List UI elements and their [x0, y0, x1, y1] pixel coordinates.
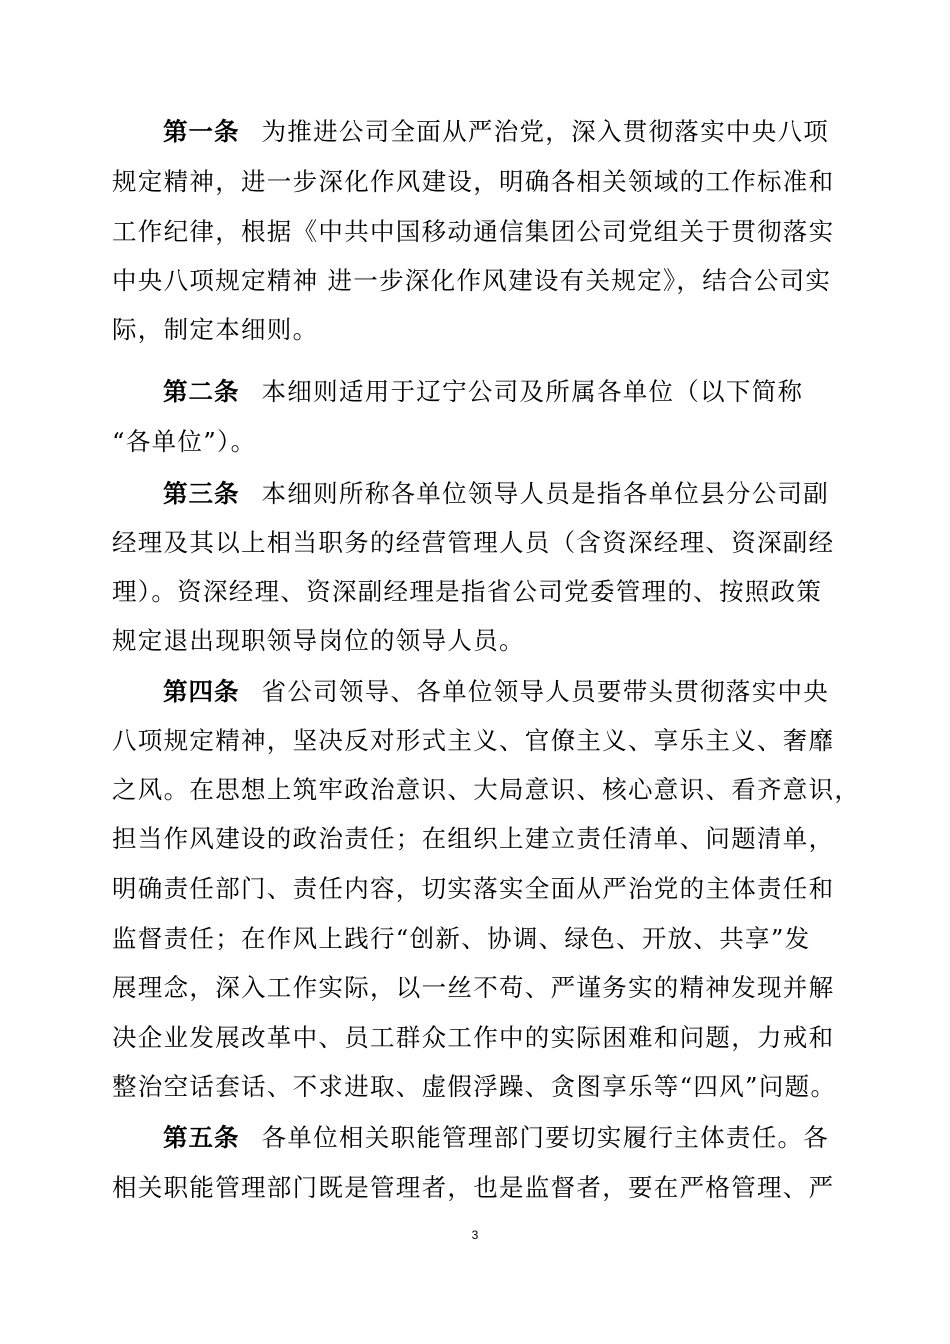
- article-4-line-1: [163, 676, 829, 708]
- article-text: 本细则适用于辽宁公司及所属各单位（以下简称: [261, 377, 804, 406]
- article-4-line-7: 展理念，深入工作实际，以一丝不苟、严谨务实的精神发现并解: [112, 973, 835, 1002]
- article-1-line-2: 规定精神，进一步深化作风建设，明确各相关领域的工作标准和: [112, 167, 835, 196]
- article-1-line-3: 工作纪律，根据《中共中国移动通信集团公司党组关于贯彻落实: [112, 217, 835, 246]
- article-4-line-5: 明确责任部门、责任内容，切实落实全面从严治党的主体责任和: [112, 874, 835, 903]
- article-label: 第一条: [163, 117, 240, 146]
- article-3-line-1: [163, 478, 829, 510]
- article-text: 为推进公司全面从严治党，深入贯彻落实中央八项: [261, 117, 830, 146]
- article-4-line-9: 整治空话套话、不求进取、虚假浮躁、贪图享乐等“四风”问题。: [112, 1072, 837, 1101]
- article-label: 第二条: [163, 377, 240, 406]
- article-label: 第三条: [163, 479, 240, 508]
- article-text: 省公司领导、各单位领导人员要带头贯彻落实中央: [261, 677, 830, 706]
- article-4-line-3: 之风。在思想上筑牢政治意识、大局意识、核心意识、看齐意识，: [112, 775, 861, 804]
- article-2-line-2: “各单位”）。: [112, 427, 257, 456]
- article-label: 第四条: [163, 677, 240, 706]
- article-1-line-4: 中央八项规定精神 进一步深化作风建设有关规定》，结合公司实: [112, 266, 832, 295]
- article-1-line-1: [163, 116, 829, 148]
- article-text: 本细则所称各单位领导人员是指各单位县分公司副: [261, 479, 830, 508]
- article-5-line-1: [163, 1122, 829, 1154]
- article-4-line-6: 监督责任；在作风上践行“创新、协调、绿色、开放、共享”发: [112, 924, 811, 953]
- article-5-line-2: 相关职能管理部门既是管理者，也是监督者，要在严格管理、严: [112, 1173, 835, 1202]
- article-1-line-5: 际，制定本细则。: [112, 315, 319, 344]
- article-3-line-2: 经理及其以上相当职务的经营管理人员（含资深经理、资深副经: [112, 528, 835, 557]
- article-3-line-3: 理）。资深经理、资深副经理是指省公司党委管理的、按照政策: [112, 577, 823, 606]
- article-3-line-4: 规定退出现职领导岗位的领导人员。: [112, 626, 525, 655]
- article-text: 各单位相关职能管理部门要切实履行主体责任。各: [261, 1123, 830, 1152]
- article-4-line-2: 八项规定精神，坚决反对形式主义、官僚主义、享乐主义、奢靡: [112, 726, 835, 755]
- article-4-line-8: 决企业发展改革中、员工群众工作中的实际困难和问题，力戒和: [112, 1023, 835, 1052]
- page-number: 3: [471, 1228, 479, 1242]
- article-label: 第五条: [163, 1123, 240, 1152]
- article-4-line-4: 担当作风建设的政治责任；在组织上建立责任清单、问题清单，: [112, 824, 835, 853]
- article-2-line-1: [163, 376, 803, 408]
